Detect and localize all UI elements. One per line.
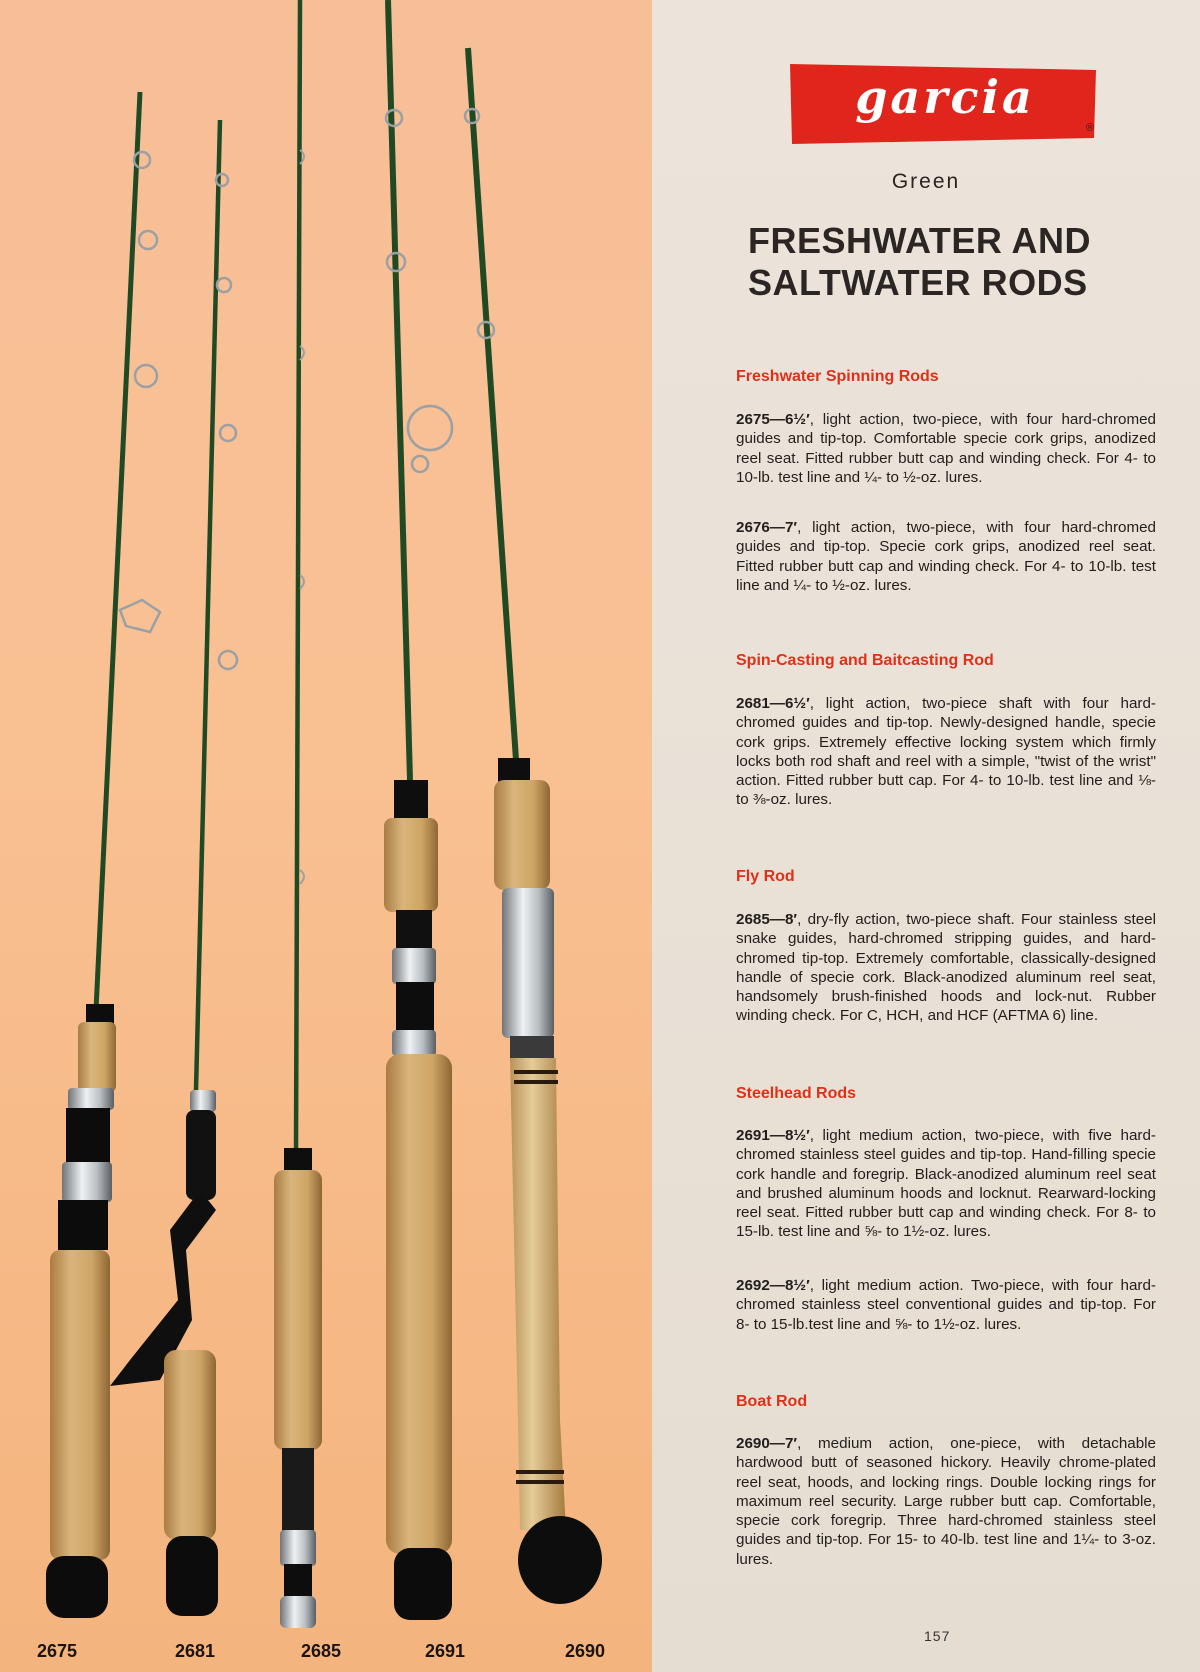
registered-mark: ® [1086,122,1095,134]
entry-2685 [736,910,1156,1026]
section-heading-boat-rod: Boat Rod [736,1393,808,1410]
entry-text: , medium action, one-piece, with detachable hardwood butt of seasoned hickory. Heavily chrome-plated reel seat, hoods, and locking rings. Double locking rings for maximum reel security. Large rubber butt cap. Comfortable, specie cork foregrip. Three hard-chromed stainless steel guides and tip-top. For 15- to 40-lb. test line and 1¼- to 3-oz. lures. [736,1435,1156,1568]
entry-2690 [736,1434,1156,1569]
rod-label-2681: 2681 [174,1641,216,1661]
rod-label-2691: 2691 [424,1641,466,1661]
text-panel [652,0,1200,1672]
rod-2690 [465,48,602,1604]
entry-text: , light action, two-piece shaft with four hard-chromed guides and tip-top. Newly-designed handle, specie cork grips. Extremely effective locking system which firmly locks both rod shaft and reel with a simple, "twist of the wrist" action. Fitted rubber butt cap. For 4- to 10-lb. test line and ⅛- to ⅜-oz. lures. [736,695,1156,809]
entry-code: 2675—6½′ [736,411,810,428]
entry-2676 [736,518,1156,595]
entry-2692 [736,1276,1156,1334]
product-line-name: Green [891,170,961,193]
rod-2685 [274,0,322,1628]
entry-text: , light action, two-piece, with four hard-chromed guides and tip-top. Specie cork grips, anodized reel seat. Fitted rubber butt cap and winding check. For 4- to 10-lb. test line and ¼- to ½-oz. lures. [736,519,1156,594]
entry-code: 2690—7′ [736,1435,798,1452]
entry-text: , light action, two-piece, with four hard-chromed guides and tip-top. Comfortable specie cork grips, anodized reel seat. Fitted rubber butt cap and winding check. For 4- to 10-lb. test line and ¼- to ½-oz. lures. [736,411,1156,486]
page-number: 157 [924,1628,951,1644]
section-heading-freshwater-spinning: Freshwater Spinning Rods [736,368,939,385]
entry-code: 2691—8½′ [736,1127,810,1144]
title-line-2: SALTWATER RODS [748,262,1088,303]
entry-code: 2685—8′ [736,911,798,928]
entry-code: 2692—8½′ [736,1277,810,1294]
entry-code: 2681—6½′ [736,695,810,712]
rod-2691 [384,0,452,1620]
entry-text: , dry-fly action, two-piece shaft. Four stainless steel snake guides, hard-chromed stripping guides, and hard-chromed tip-top. Extremely comfortable, classically-designed handle of specie cork. Black-anodized aluminum reel seat, handsomely brush-finished hoods and lock-nut. Rubber winding check. For C, HCH, and HCF (AFTMA 6) line. [736,911,1156,1025]
rod-label-2685: 2685 [300,1641,342,1661]
section-heading-fly-rod: Fly Rod [736,868,795,885]
section-heading-spin-casting: Spin-Casting and Baitcasting Rod [736,652,994,669]
logo-text: garcia [855,70,1035,124]
page-title [748,220,1188,304]
entry-2675 [736,410,1156,487]
entry-code: 2676—7′ [736,519,798,536]
rod-2675 [46,92,160,1618]
rod-label-2690: 2690 [564,1641,606,1661]
title-line-1: FRESHWATER AND [748,220,1091,261]
entry-2681 [736,694,1156,810]
entry-text: , light medium action, two-piece, with five hard-chromed stainless steel guides and tip-top. Hand-filling specie cork handle and foregrip. Black-anodized aluminum reel seat and brushed aluminum hoods and locknut. Rearward-locking reel seat. Fitted rubber butt cap and winding check. For 8- to 15-lb. test line and ⅝- to 1½-oz. lures. [736,1127,1156,1241]
entry-text: , light medium action. Two-piece, with four hard-chromed stainless steel conventional guides and tip-top. For 8- to 15-lb.test line and ⅝- to 1½-oz. lures. [736,1277,1156,1333]
rod-label-2675: 2675 [36,1641,78,1661]
section-heading-steelhead: Steelhead Rods [736,1085,857,1102]
entry-2691 [736,1126,1156,1242]
garcia-logo [790,64,1100,144]
